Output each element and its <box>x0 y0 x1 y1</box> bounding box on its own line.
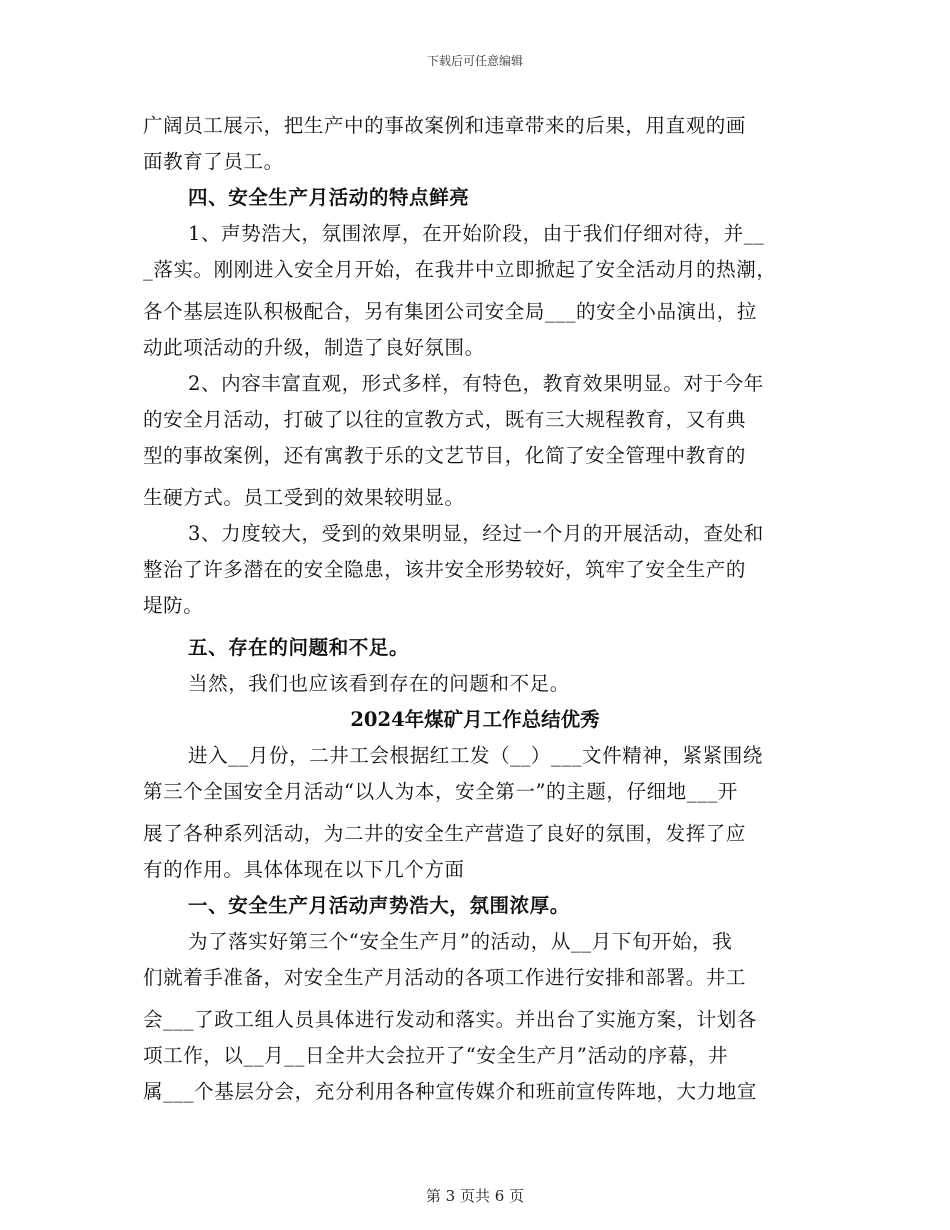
paragraph-line: 生硬方式。员工受到的效果较明显。 <box>143 486 465 509</box>
paragraph-line: 会___了政工组人员具体进行发动和落实。并出台了实施方案，计划各 <box>143 1008 757 1031</box>
paragraph-line: 进入__月份，二井工会根据红工发（__）___文件精神，紧紧围绕 <box>188 744 763 767</box>
paragraph-line: 属___个基层分会，充分利用各种宣传媒介和班前宣传阵地，大力地宣 <box>143 1080 757 1103</box>
paragraph-line: 3、力度较大，受到的效果明显，经过一个月的开展活动，查处和 <box>188 522 764 545</box>
section-heading: 四、安全生产月活动的特点鲜亮 <box>188 186 470 209</box>
paragraph-line: 各个基层连队积极配合，另有集团公司安全局___的安全小品演出，拉 <box>143 300 757 323</box>
paragraph-line: _落实。刚刚进入安全月开始，在我井中立即掀起了安全活动月的热潮， <box>143 258 777 281</box>
paragraph-line: 项工作，以__月__日全井大会拉开了“安全生产月”活动的序幕，井 <box>143 1044 729 1067</box>
paragraph-line: 面教育了员工。 <box>143 150 284 173</box>
paragraph-line: 有的作用。具体体现在以下几个方面 <box>143 858 465 881</box>
paragraph-line: 动此项活动的升级，制造了良好氛围。 <box>143 336 485 359</box>
paragraph-line: 广阔员工展示，把生产中的事故案例和违章带来的后果，用直观的画 <box>143 114 747 137</box>
document-title: 2024年煤矿月工作总结优秀 <box>350 708 600 731</box>
paragraph-line: 堤防。 <box>143 594 204 617</box>
paragraph-line: 为了落实好第三个“安全生产月”的活动，从__月下旬开始，我 <box>188 930 733 953</box>
header-note: 下载后可任意编辑 <box>426 54 523 68</box>
paragraph-line: 的安全月活动，打破了以往的宣教方式，既有三大规程教育，又有典 <box>143 408 747 431</box>
paragraph-line: 整治了许多潜在的安全隐患，该井安全形势较好，筑牢了安全生产的 <box>143 558 747 581</box>
page-number: 第 3 页共 6 页 <box>425 1187 525 1205</box>
section-heading: 一、安全生产月活动声势浩大，氛围浓厚。 <box>188 894 570 917</box>
paragraph-line: 展了各种系列活动，为二井的安全生产营造了良好的氛围，发挥了应 <box>143 822 747 845</box>
paragraph-line: 当然，我们也应该看到存在的问题和不足。 <box>188 672 570 695</box>
paragraph-line: 2、内容丰富直观，形式多样，有特色，教育效果明显。对于今年 <box>188 372 764 395</box>
section-heading: 五、存在的问题和不足。 <box>188 636 410 659</box>
paragraph-line: 第三个全国安全月活动“以人为本，安全第一”的主题，仔细地___开 <box>143 780 738 803</box>
paragraph-line: 型的事故案例，还有寓教于乐的文艺节目，化简了安全管理中教育的 <box>143 444 747 467</box>
paragraph-line: 1、声势浩大，氛围浓厚，在开始阶段，由于我们仔细对待，并__ <box>188 222 765 245</box>
paragraph-line: 们就着手准备，对安全生产月活动的各项工作进行安排和部署。井工 <box>143 966 747 989</box>
